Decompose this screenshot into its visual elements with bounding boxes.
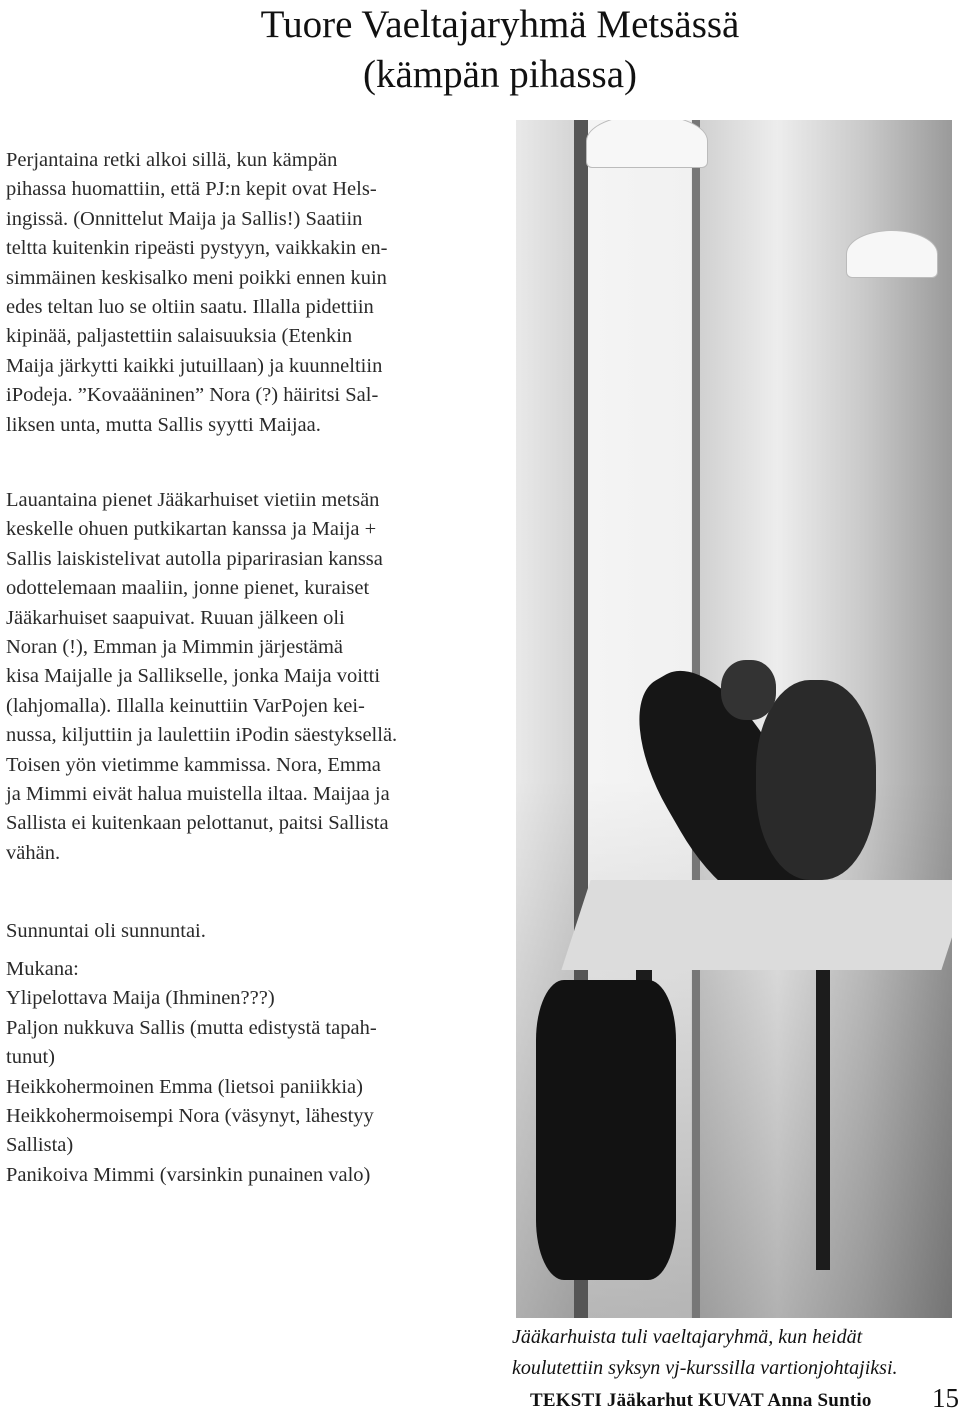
text-line: ja Mimmi eivät halua muistella iltaa. Maijaa ja: [6, 783, 390, 806]
text-line: edes teltan luo se oltiin saatu. Illalla pidettiin: [6, 296, 374, 319]
text-line: vähän.: [6, 841, 61, 864]
paragraph-sunday: [6, 917, 506, 946]
text-line: Sallis laiskistelivat autolla piparirasian kanssa: [6, 547, 383, 570]
text-line: Perjantaina retki alkoi sillä, kun kämpän: [6, 149, 338, 171]
page-title: [120, 0, 880, 100]
table: [561, 880, 952, 970]
text-line: odottelemaan maaliin, jonne pienet, kuraiset: [6, 577, 370, 600]
text-line: Sallista ei kuitenkaan pelottanut, paitsi Sallista: [6, 812, 389, 835]
text-line: ingissä. (Onnittelut Maija ja Sallis!) Saatiin: [6, 207, 363, 230]
text-line: pihassa huomattiin, että PJ:n kepit ovat Hels-: [6, 178, 377, 201]
paragraph-saturday: [6, 486, 506, 868]
text-line: Toisen yön vietimme kammissa. Nora, Emma: [6, 753, 381, 776]
text-line: Jääkarhuiset saapuivat. Ruuan jälkeen oli: [6, 606, 345, 629]
table-leg: [816, 970, 830, 1270]
text-line: Noran (!), Emman ja Mimmin järjestämä: [6, 636, 344, 659]
group-photo: [516, 120, 952, 1318]
text-line: Sunnuntai oli sunnuntai.: [6, 920, 206, 942]
text-line: keskelle ohuen putkikartan kanssa ja Maija +: [6, 518, 377, 541]
text-line: Mukana:: [6, 958, 79, 980]
ceiling-lamp: [846, 230, 938, 278]
text-line: teltta kuitenkin ripeästi pystyyn, vaikkakin en-: [6, 237, 388, 260]
text-line: iPodeja. ”Kovaääninen” Nora (?) häiritsi Sal-: [6, 384, 379, 407]
text-line: Heikkohermoinen Emma (lietsoi paniikkia): [6, 1075, 363, 1098]
chair: [536, 980, 676, 1280]
ceiling-lamp: [586, 120, 708, 168]
caption-line: Jääkarhuista tuli vaeltajaryhmä, kun heidät: [512, 1326, 863, 1348]
photo-caption: [512, 1322, 952, 1384]
text-line: kisa Maijalle ja Sallikselle, jonka Maija voitti: [6, 665, 381, 688]
person-head: [721, 660, 776, 720]
paragraph-friday: [6, 146, 506, 440]
text-line: Heikkohermoisempi Nora (väsynyt, lähestyy: [6, 1105, 374, 1128]
text-line: simmäinen keskisalko meni poikki ennen kuin: [6, 266, 387, 289]
text-line: tunut): [6, 1046, 55, 1069]
credits: TEKSTI Jääkarhut KUVAT Anna Suntio: [530, 1390, 872, 1411]
text-line: Lauantaina pienet Jääkarhuiset vietiin metsän: [6, 489, 380, 511]
text-line: Maija järkytti kaikki jutuillaan) ja kuunneltiin: [6, 354, 383, 377]
text-line: Panikoiva Mimmi (varsinkin punainen valo): [6, 1163, 371, 1186]
person-seated: [756, 680, 876, 880]
text-line: nussa, kiljuttiin ja laulettiin iPodin säestyksellä.: [6, 724, 398, 747]
page-number: 15: [932, 1383, 959, 1413]
text-line: liksen unta, mutta Sallis syytti Maijaa.: [6, 413, 321, 436]
text-line: kipinää, paljastettiin salaisuuksia (Etenkin: [6, 325, 353, 348]
text-line: Ylipelottava Maija (Ihminen???): [6, 987, 275, 1010]
text-line: Paljon nukkuva Sallis (mutta edistystä tapah-: [6, 1016, 377, 1039]
caption-line: koulutettiin syksyn vj-kurssilla vartionjohtajiksi.: [512, 1357, 898, 1379]
text-line: Sallista): [6, 1134, 74, 1157]
text-line: (lahjomalla). Illalla keinuttiin VarPojen kei-: [6, 694, 365, 717]
title-line-2: (kämpän pihassa): [363, 53, 637, 96]
title-line-1: Tuore Vaeltajaryhmä Metsässä: [260, 3, 740, 46]
participants-list: [6, 955, 506, 1190]
